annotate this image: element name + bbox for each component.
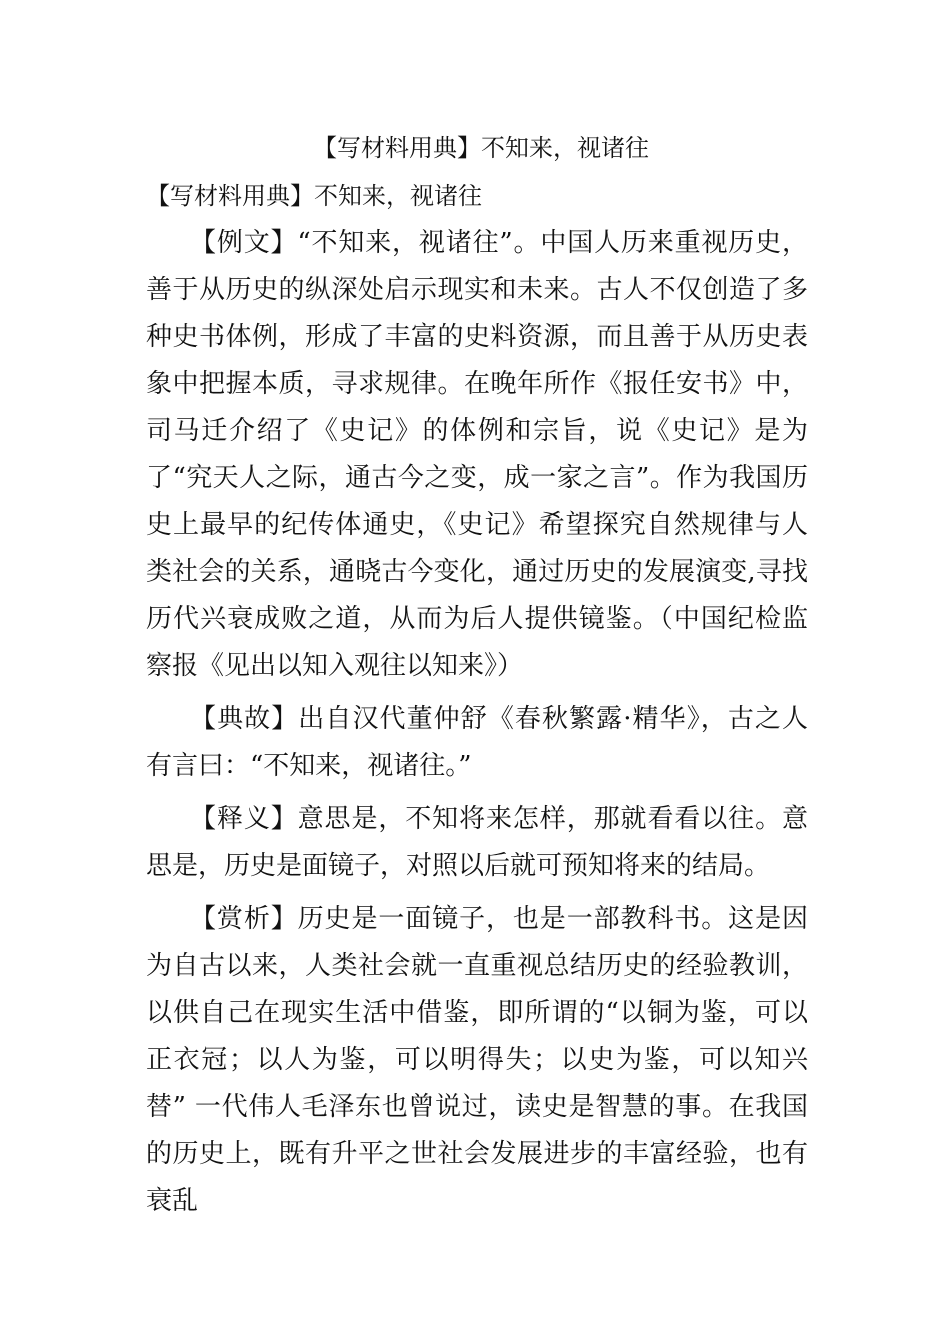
paragraph-meaning: 【释义】意思是，不知将来怎样，那就看看以往。意思是，历史是面镜子，对照以后就可预知将来的结局。 <box>146 804 808 881</box>
document-page <box>146 130 808 1231</box>
document-title: 【写材料用典】不知来，视诸往 <box>313 134 649 162</box>
paragraph-appreciation: 【赏析】历史是一面镜子，也是一部教科书。这是因为自古以来，人类社会就一直重视总结历史的经验教训，以供自己在现实生活中借鉴，即所谓的“以铜为鉴，可以正衣冠；以人为鉴，可以明得失；以史为鉴，可以知兴替” 一代伟人毛泽东也曾说过，读史是智慧的事。在我国的历史上，既有升平之世社会发展进步的丰富经验，也有衰乱 <box>146 904 808 1216</box>
paragraph-allusion: 【典故】出自汉代董仲舒《春秋繁露·精华》，古之人有言曰：“不知来，视诸往。” <box>146 704 808 781</box>
document-subtitle: 【写材料用典】不知来，视诸往 <box>146 182 482 210</box>
paragraph-example: 【例文】“不知来，视诸往”。中国人历来重视历史，善于从历史的纵深处启示现实和未来。古人不仅创造了多种史书体例，形成了丰富的史料资源，而且善于从历史表象中把握本质，寻求规律。在晚年所作《报任安书》中，司马迁介绍了《史记》的体例和宗旨，说《史记》是为了“究天人之际，通古今之变，成一家之言”。作为我国历史上最早的纪传体通史，《史记》希望探究自然规律与人类社会的关系，通晓古今变化，通过历史的发展演变,寻找历代兴衰成败之道，从而为后人提供镜鉴。（中国纪检监察报《见出以知入观往以知来》） <box>146 228 808 681</box>
